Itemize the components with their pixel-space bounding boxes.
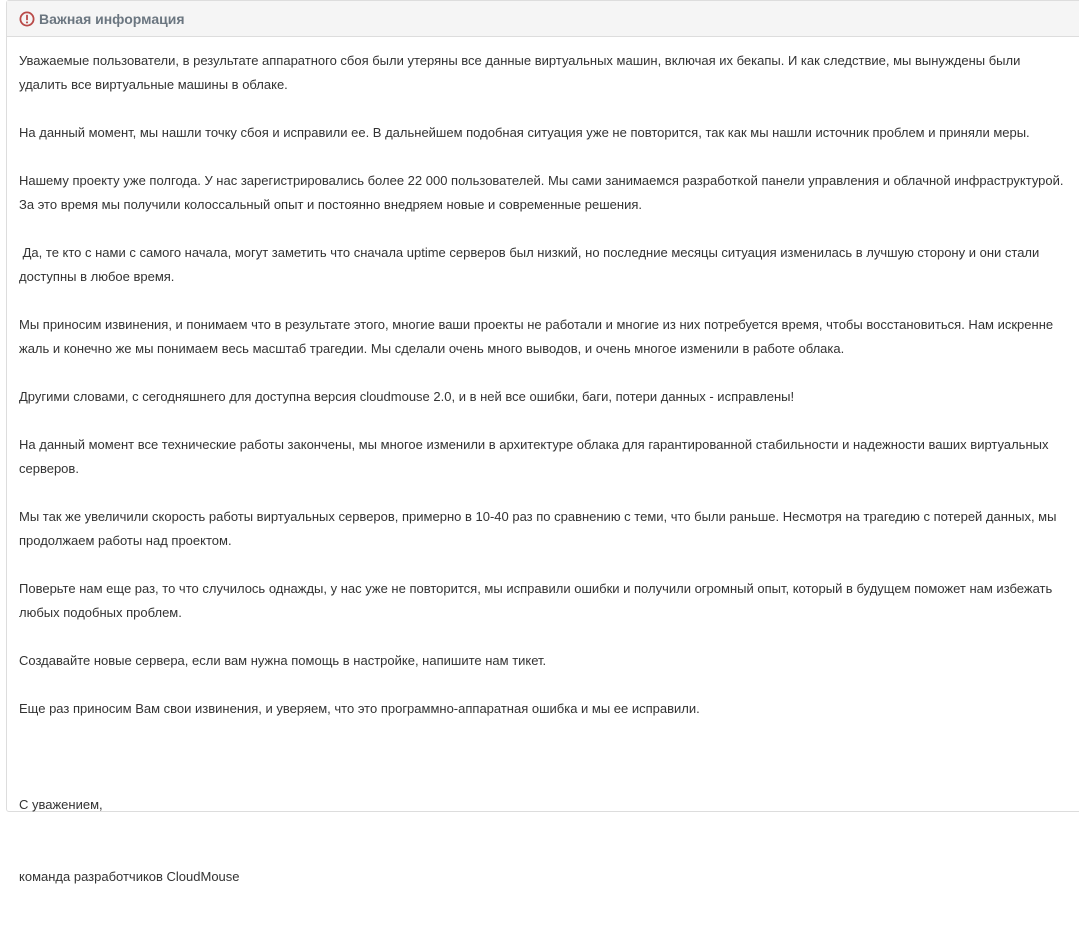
signature — [19, 745, 1072, 937]
signature-greeting: С уважением, — [19, 797, 103, 812]
panel-title: Важная информация — [39, 10, 185, 27]
message-paragraph: Мы приносим извинения, и понимаем что в результате этого, многие ваши проекты не работали и многие из них потребуется время, чтобы восстановиться. Нам искренне жаль и конечно же мы понимаем весь масштаб трагедии. Мы сделали очень много выводов, и очень многое изменили в работе облака. — [19, 317, 1057, 356]
signature-team: команда разработчиков CloudMouse — [19, 869, 240, 884]
panel-heading — [7, 1, 1079, 37]
panel-body — [7, 37, 1079, 937]
message-paragraph: Другими словами, с сегодняшнего для доступна версия cloudmouse 2.0, и в ней все ошибки, баги, потери данных - исправлены! — [19, 389, 795, 404]
message-paragraph: На данный момент, мы нашли точку сбоя и исправили ее. В дальнейшем подобная ситуация уже не повторится, так как мы нашли источник проблем и приняли меры. — [19, 125, 1030, 140]
message-paragraph: Уважаемые пользователи, в результате аппаратного сбоя были утеряны все данные виртуальных машин, включая их бекапы. И как следствие, мы вынуждены были удалить все виртуальные машины в облаке. — [19, 53, 1024, 92]
message-paragraph: Мы так же увеличили скорость работы виртуальных серверов, примерно в 10-40 раз по сравнению с теми, что были раньше. Несмотря на трагедию с потерей данных, мы продолжаем работы над проектом. — [19, 509, 1061, 548]
message-paragraph: На данный момент все технические работы закончены, мы многое изменили в архитектуре облака для гарантированной стабильности и надежности ваших виртуальных серверов. — [19, 437, 1053, 476]
message-paragraph: Создавайте новые сервера, если вам нужна помощь в настройке, напишите нам тикет. — [19, 653, 547, 668]
message-paragraph: Еще раз приносим Вам свои извинения, и уверяем, что это программно-аппаратная ошибка и мы ее исправили. — [19, 701, 700, 716]
alert-circle-icon — [19, 11, 35, 27]
message-paragraph: Нашему проекту уже полгода. У нас зарегистрировались более 22 000 пользователей. Мы сами занимаемся разработкой панели управления и облачной инфраструктурой. За это время мы получили колоссальный опыт и постоянно внедряем новые и современные решения. — [19, 173, 1068, 212]
important-info-panel — [6, 0, 1079, 884]
message-paragraph: Да, те кто с нами с самого начала, могут заметить что сначала uptime серверов был низкий, но последние месяцы ситуация изменилась в лучшую сторону и они стали доступны в любое время. — [19, 245, 1043, 284]
message-paragraph: Поверьте нам еще раз, то что случилось однажды, у нас уже не повторится, мы исправили ошибки и получили огромный опыт, который в будущем поможет нам избежать любых подобных проблем. — [19, 581, 1056, 620]
